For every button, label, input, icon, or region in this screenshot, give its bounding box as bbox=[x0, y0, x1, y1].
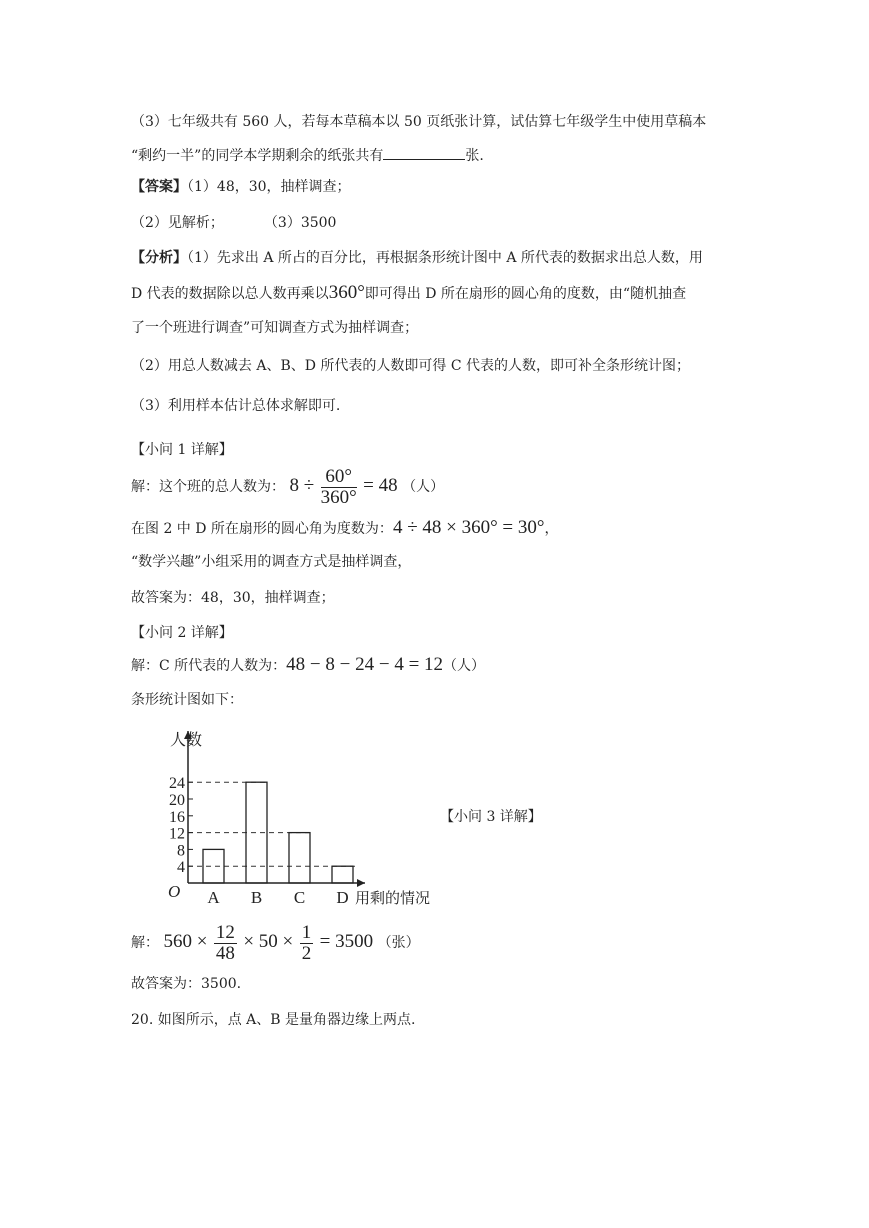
analysis-line-2 bbox=[131, 283, 686, 304]
x-axis-arrow bbox=[357, 879, 365, 887]
sub3-frac1-num: 12 bbox=[215, 921, 235, 943]
sub2-heading: 【小问 2 详解】 bbox=[131, 625, 233, 641]
analysis-line-3: 了一个班进行调查”可知调查方式为抽样调查； bbox=[131, 320, 419, 336]
origin-label: O bbox=[168, 882, 181, 901]
q3-line-2-end: 张. bbox=[465, 148, 484, 164]
sub1-unit: （人） bbox=[402, 479, 445, 495]
answer-1: （1）48，30，抽样调查； bbox=[187, 179, 351, 195]
sub3-final: 故答案为：3500. bbox=[131, 976, 242, 992]
answer-line-1 bbox=[131, 177, 351, 197]
x-axis-label: 用剩的情况 bbox=[355, 891, 431, 907]
sub1-frac-den: 360° bbox=[320, 486, 357, 508]
sub2-unit: （人） bbox=[443, 658, 486, 674]
y-tick-label: 20 bbox=[169, 792, 185, 809]
answer-blank bbox=[383, 145, 465, 160]
sub2-expr: 48 − 8 − 24 − 4 = 12 bbox=[286, 654, 444, 675]
answer-label: 【答案】 bbox=[131, 179, 187, 195]
sub1-frac-num: 60° bbox=[321, 467, 357, 488]
sub1-expr-right: = 48 bbox=[363, 475, 398, 496]
answer-line-2 bbox=[131, 213, 336, 233]
sub1-line-1 bbox=[131, 464, 444, 509]
bar-chart bbox=[160, 725, 450, 913]
bar-C bbox=[289, 833, 310, 883]
sub1-line-2 bbox=[131, 518, 559, 539]
sub3-heading: 【小问 3 详解】 bbox=[440, 809, 542, 825]
y-tick-label: 16 bbox=[169, 808, 185, 826]
analysis-2b: 360° bbox=[328, 282, 365, 303]
sub3-expr-b: × 50 × bbox=[243, 931, 294, 952]
analysis-2a: D 代表的数据除以总人数再乘以 bbox=[131, 286, 329, 302]
sub1-line2-prefix: 在图 2 中 D 所在扇形的圆心角为度数为： bbox=[131, 521, 393, 537]
analysis-line-5: （3）利用样本估计总体求解即可. bbox=[131, 398, 341, 414]
sub1-prefix: 解：这个班的总人数为： bbox=[131, 479, 285, 495]
x-tick-label: D bbox=[336, 888, 349, 907]
y-tick-label: 12 bbox=[169, 825, 185, 843]
bar-D bbox=[332, 866, 353, 883]
sub3-expr-c: = 3500 bbox=[319, 931, 374, 952]
analysis-line-1 bbox=[131, 248, 703, 268]
sub1-expr-left: 8 ÷ bbox=[289, 475, 315, 496]
sub3-prefix: 解： bbox=[131, 935, 159, 951]
sub2-line-1 bbox=[131, 655, 485, 676]
x-tick-label: C bbox=[293, 888, 306, 907]
analysis-1: （1）先求出 A 所占的百分比，再根据条形统计图中 A 所代表的数据求出总人数，用 bbox=[187, 250, 703, 266]
y-tick-label: 4 bbox=[177, 859, 185, 877]
sub2-line-2: 条形统计图如下： bbox=[131, 692, 243, 708]
analysis-line-4: （2）用总人数减去 A、B、D 所代表的人数即可得 C 代表的人数，即可补全条形统计图； bbox=[131, 358, 691, 374]
sub1-line2-suffix: ， bbox=[544, 521, 559, 537]
q3-line-2 bbox=[131, 145, 484, 166]
x-tick-label: A bbox=[207, 888, 220, 907]
q20-line: 20. 如图所示，点 A、B 是量角器边缘上两点. bbox=[131, 1012, 416, 1028]
y-axis-label: 人数 bbox=[170, 732, 203, 749]
sub1-line2-expr: 4 ÷ 48 × 360° = 30° bbox=[392, 517, 545, 538]
sub1-heading: 【小问 1 详解】 bbox=[131, 442, 233, 458]
sub2-prefix: 解：C 所代表的人数为： bbox=[131, 658, 287, 674]
sub3-unit: （张） bbox=[377, 935, 420, 951]
answer-2: （2）见解析； bbox=[131, 215, 224, 231]
sub1-fraction bbox=[321, 467, 357, 508]
sub3-frac1-den: 48 bbox=[215, 942, 235, 964]
analysis-2c: 即可得出 D 所在扇形的圆心角的度数，由“随机抽查 bbox=[364, 286, 687, 302]
sub3-frac2-num: 1 bbox=[301, 921, 312, 943]
q3-line-2-text: “剩约一半”的同学本学期剩余的纸张共有 bbox=[131, 148, 384, 164]
sub3-expr-a: 560 × bbox=[163, 931, 208, 952]
sub3-frac2-den: 2 bbox=[301, 942, 312, 964]
analysis-label: 【分析】 bbox=[131, 250, 187, 266]
sub3-fraction-1 bbox=[214, 923, 237, 964]
answer-3: （3）3500 bbox=[263, 215, 337, 231]
q3-line-1: （3）七年级共有 560 人，若每本草稿本以 50 页纸张计算，试估算七年级学生中使用草稿本 bbox=[131, 114, 707, 130]
y-tick-label: 24 bbox=[169, 775, 185, 793]
sub3-fraction-2 bbox=[300, 923, 314, 964]
x-tick-label: B bbox=[250, 888, 263, 907]
sub1-line-4: 故答案为：48，30，抽样调查； bbox=[131, 590, 335, 606]
y-tick-label: 8 bbox=[177, 842, 185, 860]
sub3-line-1 bbox=[131, 920, 420, 965]
sub1-line-3: “数学兴趣”小组采用的调查方式是抽样调查， bbox=[131, 554, 412, 570]
